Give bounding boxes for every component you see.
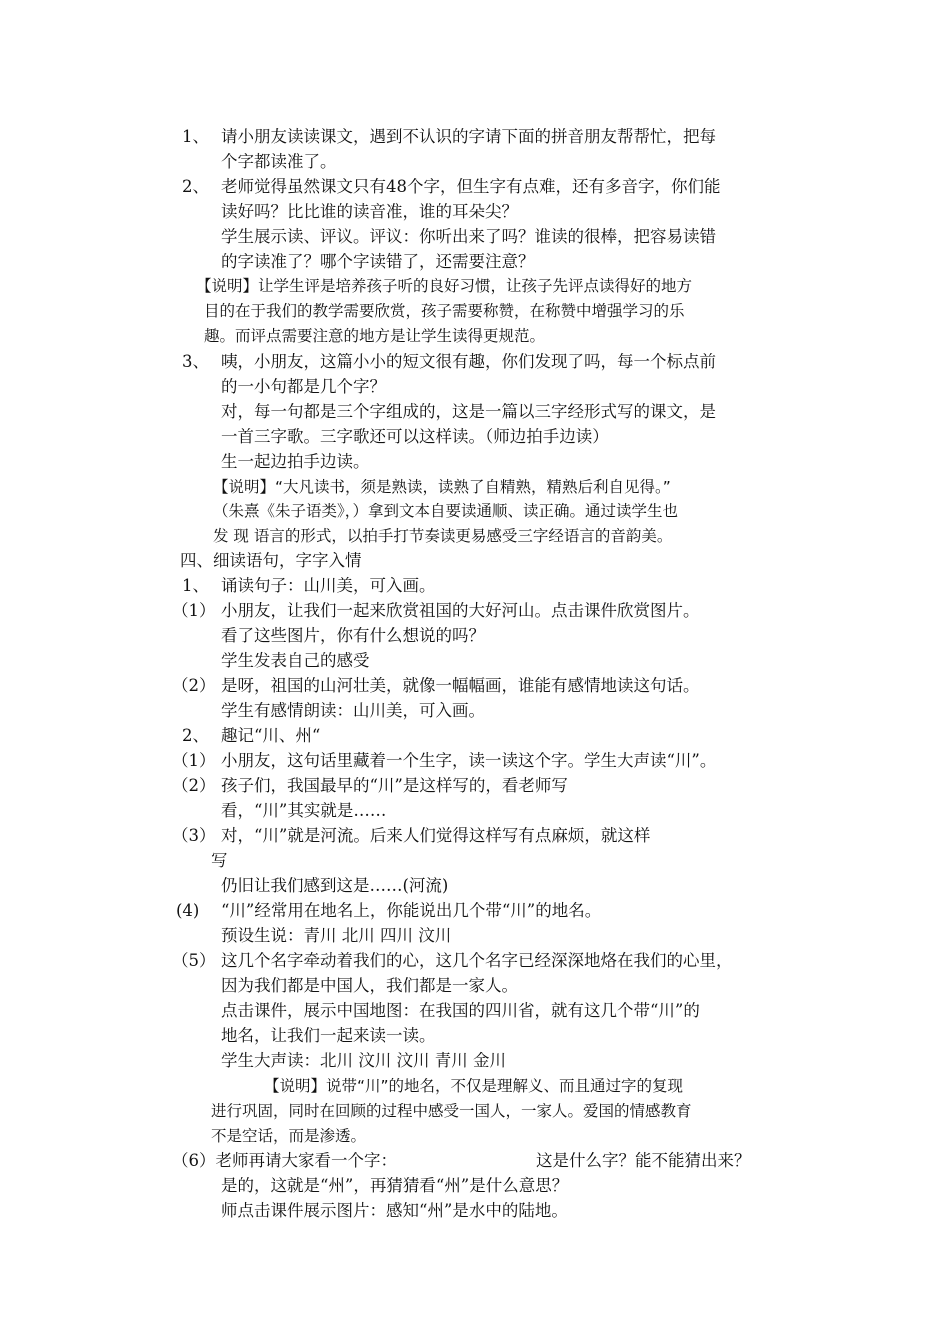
paragraph-line: （6）老师再请大家看一个字：	[172, 1151, 397, 1170]
paragraph-line: 一首三字歌。三字歌还可以这样读。（师边拍手边读）	[221, 427, 609, 446]
paragraph-line: 对，每一句都是三个字组成的，这是一篇以三字经形式写的课文，是	[221, 402, 716, 421]
note-line: 【说明】“大凡读书，须是熟读，读熟了自精熟，精熟后利自见得。”	[213, 478, 671, 496]
paragraph-line: 这几个名字牵动着我们的心，这几个名字已经深深地烙在我们的心里，	[221, 951, 733, 970]
paragraph-line: 请小朋友读读课文，遇到不认识的字请下面的拼音朋友帮帮忙，把每	[221, 127, 716, 146]
note-line: 目的在于我们的教学需要欣赏，孩子需要称赞，在称赞中增强学习的乐	[204, 302, 685, 320]
paragraph-line: 学生发表自己的感受	[221, 651, 370, 670]
note-line: 发 现 语言的形式，以拍手打节奏读更易感受三字经语言的音韵美。	[213, 527, 673, 545]
item-number: 1、	[182, 127, 209, 146]
note-line: 进行巩固，同时在回顾的过程中感受一国人，一家人。爱国的情感教育	[211, 1102, 692, 1120]
paragraph-line: 小朋友，让我们一起来欣赏祖国的大好河山。点击课件欣赏图片。	[221, 601, 700, 620]
item-number: (4)	[176, 901, 200, 920]
note-line: 【说明】让学生评是培养孩子听的良好习惯，让孩子先评点读得好的地方	[196, 277, 693, 295]
paragraph-line: 对，“川”就是河流。后来人们觉得这样写有点麻烦，就这样	[221, 826, 651, 845]
paragraph-line: 这是什么字？能不能猜出来？	[536, 1151, 751, 1170]
item-number: 1、	[182, 576, 209, 595]
note-line: 【说明】说带“川”的地名，不仅是理解义、而且通过字的复现	[264, 1077, 684, 1095]
paragraph-line: 预设生说：青川 北川 四川 汶川	[221, 926, 452, 945]
item-number: （3）	[172, 826, 216, 845]
paragraph-line: 小朋友，这句话里藏着一个生字，读一读这个字。学生大声读“川”。	[221, 751, 717, 770]
paragraph-line: 点击课件，展示中国地图：在我国的四川省，就有这几个带“川”的	[221, 1001, 700, 1020]
paragraph-line: 写	[211, 851, 228, 870]
paragraph-line: 读好吗？比比谁的读音准，谁的耳朵尖？	[221, 202, 518, 221]
paragraph-line: 生一起边拍手边读。	[221, 452, 370, 471]
note-line: （朱熹《朱子语类》，）拿到文本自要读通顺、读正确。通过读学生也	[213, 502, 679, 520]
item-number: （2）	[172, 776, 216, 795]
paragraph-line: 师点击课件展示图片：感知“州”是水中的陆地。	[221, 1201, 568, 1220]
paragraph-line: 看，“川”其实就是……	[221, 801, 387, 820]
note-line: 不是空话，而是渗透。	[211, 1127, 367, 1145]
item-number: 3、	[182, 352, 209, 371]
paragraph-line: 仍旧让我们感到这是……(河流)	[221, 876, 449, 895]
paragraph-line: 是呀，祖国的山河壮美，就像一幅幅画，谁能有感情地读这句话。	[221, 676, 700, 695]
paragraph-line: 因为我们都是中国人，我们都是一家人。	[221, 976, 518, 995]
item-number: （2）	[172, 676, 216, 695]
item-number: 2、	[182, 726, 209, 745]
item-number: （1）	[172, 601, 216, 620]
paragraph-line: 是的，这就是“州”，再猜猜看“州”是什么意思？	[221, 1176, 569, 1195]
paragraph-line: 学生有感情朗读：山川美，可入画。	[221, 701, 485, 720]
paragraph-line: 老师觉得虽然课文只有48个字，但生字有点难，还有多音字，你们能	[221, 177, 721, 196]
paragraph-line: 地名，让我们一起来读一读。	[221, 1026, 436, 1045]
item-number: （1）	[172, 751, 216, 770]
item-number: （5）	[172, 951, 216, 970]
paragraph-line: 孩子们，我国最早的“川”是这样写的，看老师写	[221, 776, 568, 795]
note-line: 趣。而评点需要注意的地方是让学生读得更规范。	[204, 327, 546, 345]
paragraph-line: 咦，小朋友，这篇小小的短文很有趣，你们发现了吗，每一个标点前	[221, 352, 716, 371]
paragraph-line: 趣记“川、州“	[221, 726, 321, 745]
paragraph-line: 看了这些图片，你有什么想说的吗？	[221, 626, 485, 645]
paragraph-line: “川”经常用在地名上，你能说出几个带“川”的地名。	[221, 901, 602, 920]
section-heading: 四、细读语句，字字入情	[180, 551, 362, 570]
paragraph-line: 诵读句子：山川美，可入画。	[221, 576, 436, 595]
item-number: 2、	[182, 177, 209, 196]
paragraph-line: 个字都读准了。	[221, 152, 337, 171]
paragraph-line: 的一小句都是几个字？	[221, 377, 386, 396]
paragraph-line: 学生展示读、评议。评议：你听出来了吗？谁读的很棒，把容易读错	[221, 227, 716, 246]
paragraph-line: 学生大声读：北川 汶川 汶川 青川 金川	[221, 1051, 506, 1070]
paragraph-line: 的字读准了？哪个字读错了，还需要注意？	[221, 252, 535, 271]
